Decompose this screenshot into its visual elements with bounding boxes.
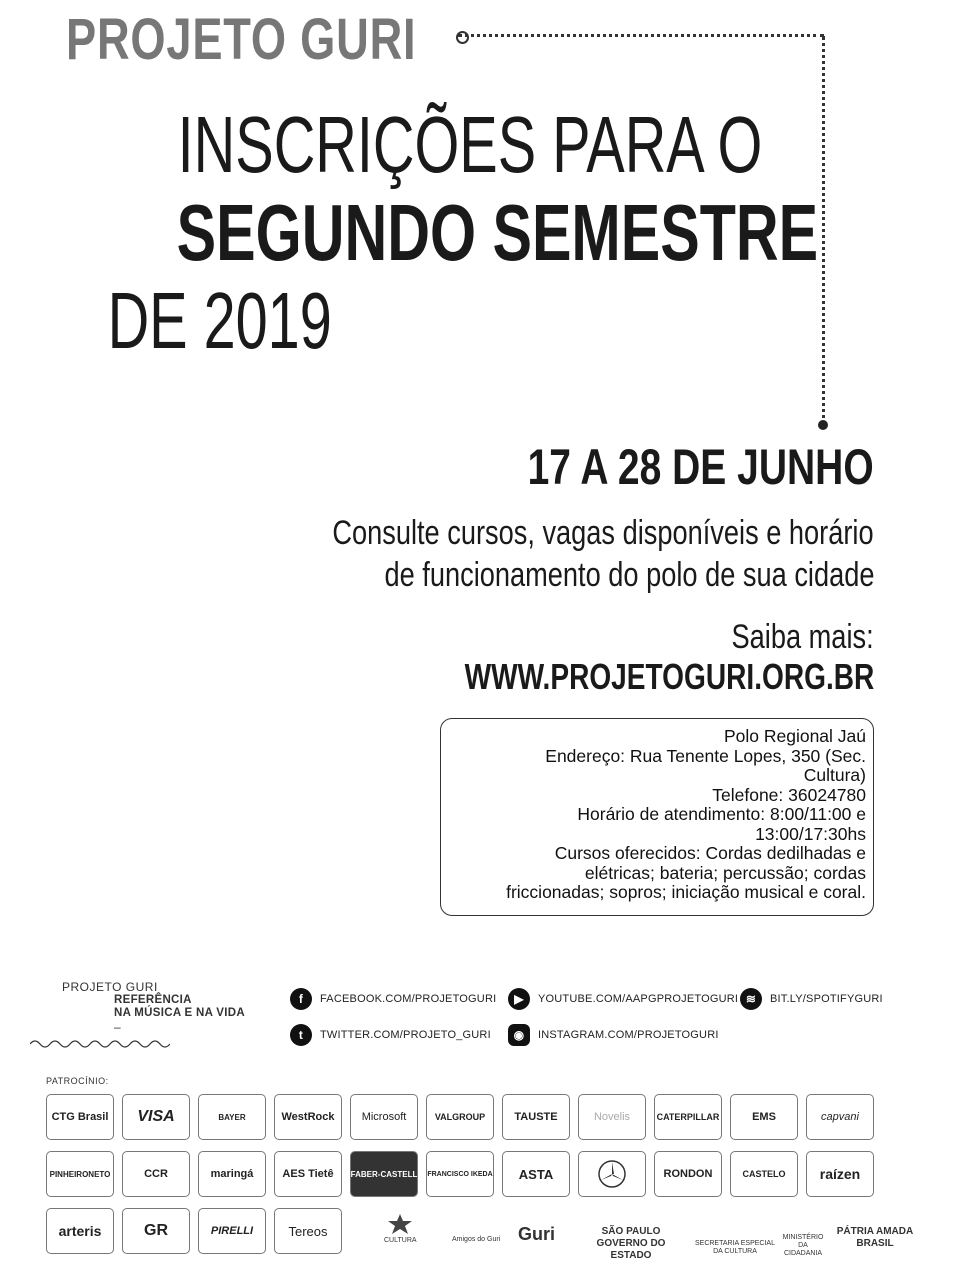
sponsor-logo-gr: GR [122,1208,190,1254]
date-range: 17 A 28 DE JUNHO [527,439,874,495]
sponsor-logo-visa: VISA [122,1094,190,1140]
logo-secretaria-cultura: SECRETARIA ESPECIAL DA CULTURA [694,1240,775,1255]
website-link[interactable]: WWW.PROJETOGURI.ORG.BR [464,656,874,697]
instagram-url: INSTAGRAM.COM/PROJETOGURI [538,1029,719,1041]
info-line: Horário de atendimento: 8:00/11:00 e [577,804,866,824]
sponsor-logo-capvani: capvani [806,1094,874,1140]
logo-ministerio-cidadania: MINISTÉRIO DA CIDADANIA [782,1234,824,1257]
twitter-icon: t [290,1024,312,1046]
sponsor-logo-ccr: CCR [122,1151,190,1197]
instagram-link[interactable] [508,1024,719,1046]
sponsor-logo-rondon: RONDON [654,1151,722,1197]
footer-brand: PROJETO GURI [62,980,158,994]
facebook-url: FACEBOOK.COM/PROJETOGURI [320,993,497,1005]
spotify-icon: ≋ [740,988,762,1010]
saiba-mais-label: Saiba mais: [731,618,874,656]
sponsor-logo-francisco-ikeda: FRANCISCO IKEDA [426,1151,494,1197]
instagram-icon: ◉ [508,1024,530,1046]
sponsor-logo-pinheironeto: PINHEIRONETO [46,1151,114,1197]
wave-decoration [30,1038,170,1050]
cultura-icon [388,1214,412,1234]
logo-amigos-do-guri: Amigos do Guri [452,1236,501,1243]
twitter-link[interactable] [290,1024,491,1046]
tagline-line-2: NA MÚSICA E NA VIDA [114,1007,245,1019]
headline-line-1: INSCRIÇÕES PARA O [177,100,763,189]
youtube-icon: ▶ [508,988,530,1010]
logo-sao-paulo-governo: SÃO PAULO GOVERNO DO ESTADO [596,1226,666,1261]
sponsor-row-3 [46,1208,342,1254]
tagline-dash: – [114,1020,121,1034]
brand-title: PROJETO GURI [66,7,417,72]
sponsor-logo-westrock: WestRock [274,1094,342,1140]
info-line: Cultura) [803,765,866,785]
sponsor-row-2 [46,1151,874,1197]
sponsor-logo-raizen: raízen [806,1151,874,1197]
spotify-link[interactable] [740,988,883,1010]
sponsor-row-1 [46,1094,874,1140]
info-line: 13:00/17:30hs [755,823,866,844]
sponsor-logo-castelo: CASTELO [730,1151,798,1197]
info-line: friccionadas; sopros; iniciação musical e coral. [506,882,866,902]
sponsor-logo-microsoft: Microsoft [350,1094,418,1140]
spotify-url: BIT.LY/SPOTIFYGURI [770,993,883,1005]
headline-line-2: SEGUNDO SEMESTRE [176,188,819,277]
logo-guri: Guri [518,1224,556,1244]
dotted-line-horizontal [458,34,824,37]
tagline-line-1: REFERÊNCIA [114,994,192,1006]
sponsor-logo-bayer: BAYER [198,1094,266,1140]
sponsor-logo-tereos: Tereos [274,1208,342,1254]
youtube-link[interactable] [508,988,738,1010]
info-line: Cursos oferecidos: Cordas dedilhadas e [554,843,866,863]
logo-cultura: CULTURA [384,1214,417,1245]
info-line: Telefone: 36024780 [712,784,866,805]
dotted-line-vertical [822,36,825,426]
sponsor-logo-faber-castell: FABER-CASTELL [350,1151,418,1197]
youtube-url: YOUTUBE.COM/AAPGPROJETOGURI [538,993,739,1005]
logo-patria-amada-brasil: PÁTRIA AMADA BRASIL [836,1226,914,1249]
info-line: Polo Regional Jaú [723,726,866,746]
sponsor-logo-caterpillar: CATERPILLAR [654,1094,722,1140]
sponsor-logo-mercedes [578,1151,646,1197]
sponsor-logo-ctg: CTG Brasil [46,1094,114,1140]
consult-text-line-2: de funcionamento do polo de sua cidade [384,556,874,594]
sponsor-logo-valgroup: VALGROUP [426,1094,494,1140]
info-box-text [446,727,866,903]
consult-text-line-1: Consulte cursos, vagas disponíveis e horário [332,514,874,552]
info-line: elétricas; bateria; percussão; cordas [584,862,866,883]
info-line: Endereço: Rua Tenente Lopes, 350 (Sec. [545,745,866,766]
sponsor-logo-arteris: arteris [46,1208,114,1254]
headline-line-3: DE 2019 [107,276,332,365]
dotted-line-end [818,420,828,430]
sponsor-logo-asta: ASTA [502,1151,570,1197]
sponsor-logo-novelis: Novelis [578,1094,646,1140]
twitter-url: TWITTER.COM/PROJETO_GURI [320,1029,491,1041]
sponsor-logo-maringa: maringá [198,1151,266,1197]
dotted-line-start [456,31,469,44]
sponsor-logo-ems: EMS [730,1094,798,1140]
sponsor-label: PATROCÍNIO: [46,1076,109,1086]
mercedes-star-icon [597,1159,627,1189]
facebook-link[interactable] [290,988,496,1010]
facebook-icon: f [290,988,312,1010]
sponsor-logo-tauste: TAUSTE [502,1094,570,1140]
sponsor-logo-aes-tiete: AES Tietê [274,1151,342,1197]
sponsor-logo-pirelli: PIRELLI [198,1208,266,1254]
